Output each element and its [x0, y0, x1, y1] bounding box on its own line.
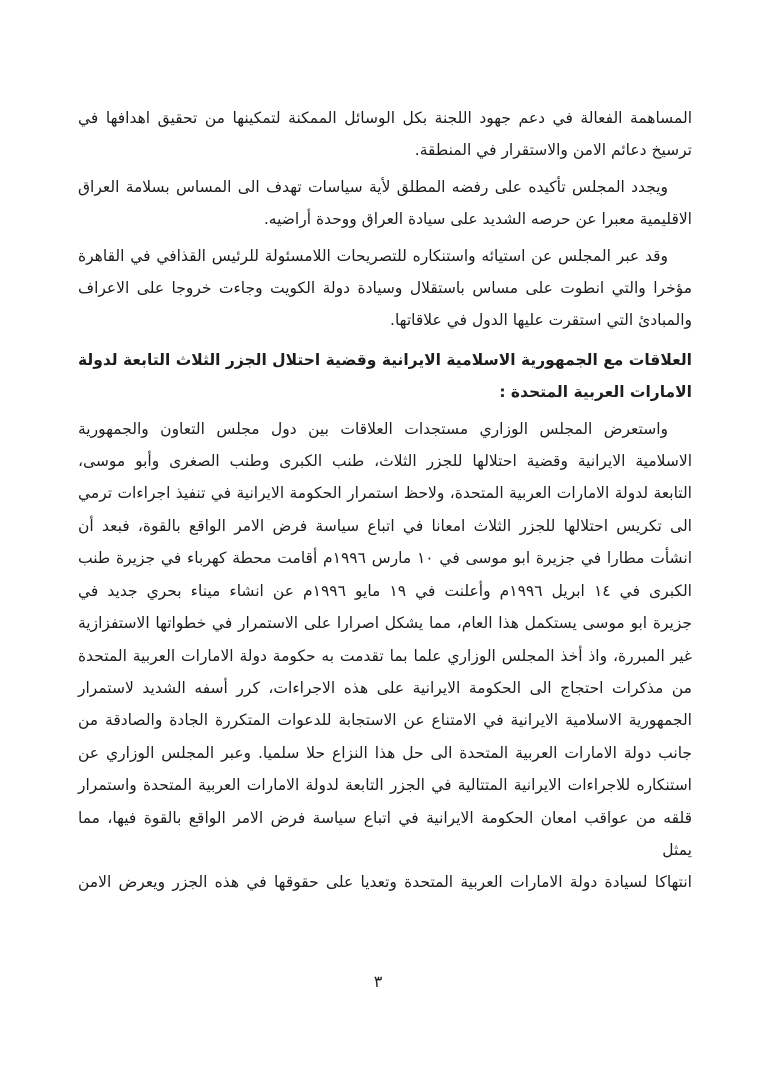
- text-line: المساهمة الفعالة في دعم جهود اللجنة بكل الوسائل الممكنة لتمكينها من تحقيق اهدافها في: [78, 109, 692, 127]
- text-line: ويجدد المجلس تأكيده على رفضه المطلق لأية سياسات تهدف الى المساس بسلامة العراق: [78, 177, 668, 196]
- body-paragraph: [78, 413, 692, 899]
- text-line: الاقليمية معبرا عن حرصه الشديد على سيادة العراق ووحدة أراضيه.: [263, 210, 692, 229]
- text-line: وقد عبر المجلس عن استيائه واستنكاره للتصريحات اللامسئولة للرئيس القذافي في القاهرة: [78, 246, 668, 265]
- text-line: والمبادئ التي استقرت عليها الدول في علاقاتها.: [390, 311, 692, 330]
- text-line: الامارات العربية المتحدة :: [499, 383, 692, 402]
- text-line: من مذكرات احتجاج الى الحكومة الايرانية على هذه الاجراءات، كرر أسفه الشديد لاستمرار: [78, 678, 692, 697]
- text-line: ترسيخ دعائم الامن والاستقرار في المنطقة.: [414, 141, 692, 160]
- text-line: التابعة لدولة الامارات العربية المتحدة، ولاحظ استمرار الحكومة الايرانية في تنفيذ اجراءات ترمي: [78, 484, 692, 503]
- text-line: الاسلامية الايرانية وقضية احتلالها للجزر الثلاث، طنب الكبرى وطنب الصغرى وأبو موسى،: [78, 452, 692, 471]
- body-paragraph: [78, 240, 692, 337]
- text-line: الجمهورية الاسلامية الايرانية في الامتناع عن الاستجابة للدعوات المتكررة الجادة والصادقة من: [78, 711, 692, 730]
- text-line: غير المبررة، واذ أخذ المجلس الوزاري علما بما تقدمت به حكومة دولة الامارات العربية المتحدة: [78, 646, 692, 665]
- text-line: استنكاره للاجراءات الايرانية المتتالية في الجزر التابعة لدولة الامارات العربية المتحدة واستمرار: [78, 776, 692, 795]
- text-line: انشأت مطارا في جزيرة ابو موسى في ١٠ مارس ١٩٩٦م أقامت محطة كهرباء في جزيرة طنب: [78, 549, 692, 568]
- text-line: الى تكريس احتلالها للجزر الثلاث امعانا في اتباع سياسة فرض الامر الواقع بالقوة، فبعد أن: [78, 516, 692, 535]
- section-heading: [78, 344, 692, 409]
- document-text-block: [78, 102, 692, 903]
- text-line: واستعرض المجلس الوزاري مستجدات العلاقات بين دول مجلس التعاون والجمهورية: [78, 419, 668, 438]
- text-line: الكبرى في ١٤ ابريل ١٩٩٦م وأعلنت في ١٩ مايو ١٩٩٦م عن انشاء ميناء بحري جديد في: [78, 581, 692, 600]
- body-paragraph: [78, 102, 692, 167]
- text-line: قلقه من عواقب امعان الحكومة الايرانية في اتباع سياسة فرض الامر الواقع بالقوة فيها، مما يمثل: [78, 808, 692, 859]
- text-line: مؤخرا والتي انطوت على مساس باستقلال وسيادة دولة الكويت وجاءت خروجا على الاعراف: [78, 279, 692, 298]
- body-paragraph: [78, 171, 692, 236]
- text-line: جزيرة ابو موسى يستكمل هذا العام، مما يشكل اصرارا على الاستمرار في خطواتها الاستفزازية: [78, 614, 692, 633]
- page-number: ٣: [373, 972, 383, 991]
- text-line: جانب دولة الامارات العربية المتحدة الى حل هذا النزاع حلا سلميا. وعبر المجلس الوزاري عن: [78, 743, 692, 762]
- text-line: انتهاكا لسيادة دولة الامارات العربية المتحدة وتعديا على حقوقها في هذه الجزر ويعرض الامن: [78, 873, 692, 892]
- text-line: العلاقات مع الجمهورية الاسلامية الايرانية وقضية احتلال الجزر الثلاث التابعة لدولة: [78, 350, 692, 369]
